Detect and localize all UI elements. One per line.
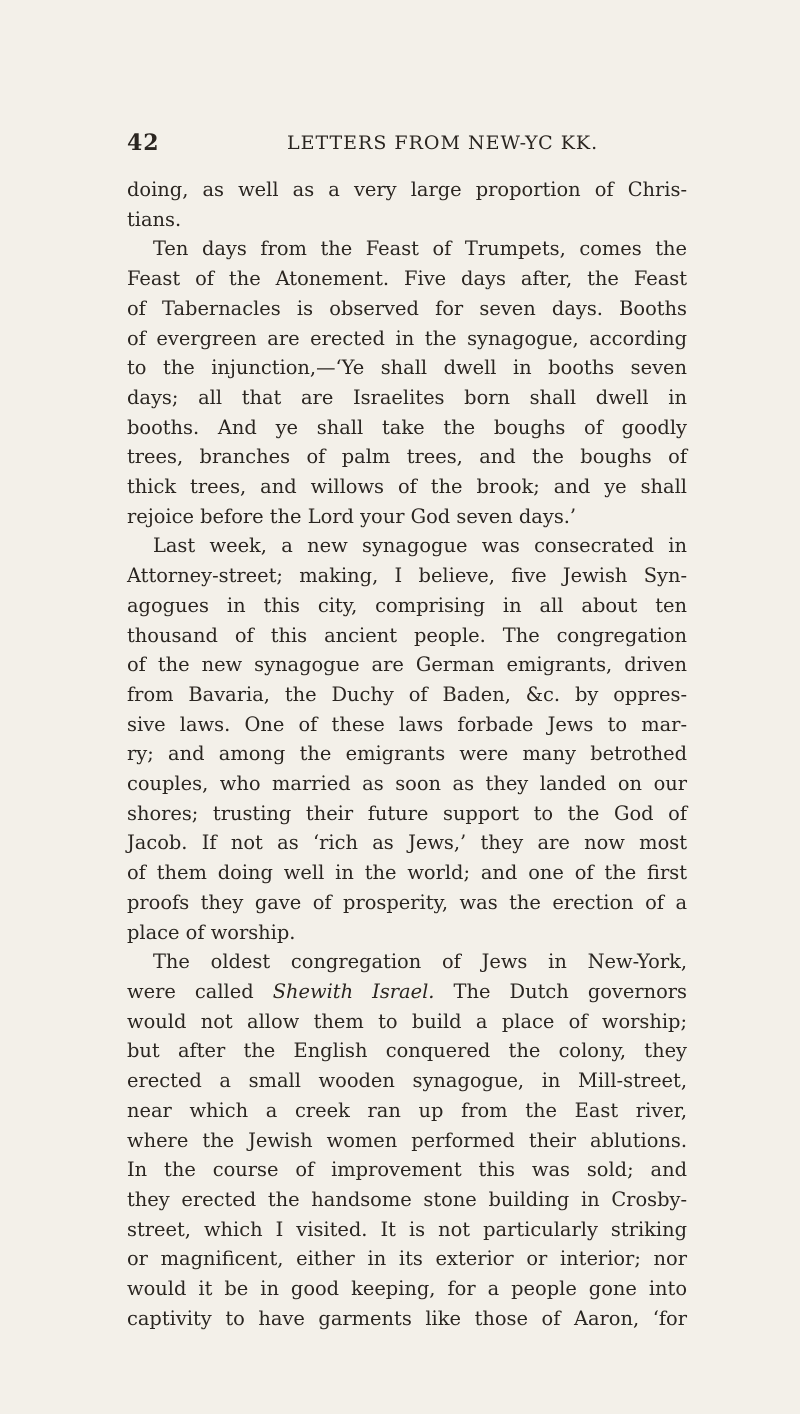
running-title: LETTERS FROM NEW-YC KK.: [287, 132, 599, 154]
text-line: from Bavaria, the Duchy of Baden, &c. by oppres-: [127, 682, 687, 706]
text-line: sive laws. One of these laws forbade Jews to mar-: [127, 712, 687, 736]
text-line: Ten days from the Feast of Trumpets, comes the: [153, 237, 687, 261]
text-line: of evergreen are erected in the synagogue, according: [127, 326, 687, 350]
italic-name: Shewith Israel.: [272, 979, 435, 1003]
text-line: days; all that are Israelites born shall dwell in: [127, 385, 687, 409]
text-line: captivity to have garments like those of Aaron, ‘for: [127, 1306, 687, 1330]
text-line: would it be in good keeping, for a people gone into: [127, 1277, 687, 1301]
text-line: trees, branches of palm trees, and the boughs of: [127, 445, 687, 469]
text-line: ry; and among the emigrants were many betrothed: [127, 742, 687, 766]
text-line: [127, 977, 687, 1007]
text-line: street, which I visited. It is not particularly striking: [127, 1217, 687, 1241]
text-line: erected a small wooden synagogue, in Mill-street,: [127, 1069, 687, 1093]
text-line: In the course of improvement this was sold; and: [127, 1158, 687, 1182]
text-line: doing, as well as a very large proportion of Chris-: [127, 178, 687, 201]
text-line: they erected the handsome stone building in Crosby-: [127, 1187, 687, 1211]
text-line: Last week, a new synagogue was consecrated in: [153, 534, 687, 558]
text-line: would not allow them to build a place of worship;: [127, 1009, 687, 1033]
text-line: thick trees, and willows of the brook; and ye shall: [127, 475, 687, 499]
text-line: agogues in this city, comprising in all about ten: [127, 593, 687, 617]
text-line: to the injunction,—‘Ye shall dwell in booths seven: [127, 356, 687, 380]
text-line: Attorney-street; making, I believe, five Jewish Syn-: [127, 564, 687, 588]
text-line: or magnificent, either in its exterior or interior; nor: [127, 1247, 687, 1271]
text-line: shores; trusting their future support to the God of: [127, 801, 687, 825]
text-line: of the new synagogue are German emigrants, driven: [127, 653, 687, 677]
page-number: 42: [127, 130, 160, 156]
text-line: where the Jewish women performed their ablutions.: [127, 1128, 687, 1152]
text-line: Jacob. If not as ‘rich as Jews,’ they are now most: [127, 831, 687, 855]
text-fragment: were called: [127, 979, 273, 1003]
body-text: [127, 175, 687, 1333]
text-fragment: The Dutch governors: [434, 979, 687, 1003]
text-line: thousand of this ancient people. The congregation: [127, 623, 687, 647]
text-line: booths. And ye shall take the boughs of goodly: [127, 415, 687, 439]
text-line: The oldest congregation of Jews in New-York,: [153, 950, 687, 974]
text-line: of them doing well in the world; and one of the first: [127, 861, 687, 885]
text-line: place of worship.: [127, 920, 296, 944]
text-line: proofs they gave of prosperity, was the erection of a: [127, 890, 687, 914]
text-line: near which a creek ran up from the East river,: [127, 1098, 687, 1122]
text-line: couples, who married as soon as they landed on our: [127, 772, 687, 796]
text-line: tians.: [127, 207, 182, 231]
text-line: Feast of the Atonement. Five days after, the Feast: [127, 267, 687, 291]
text-line: of Tabernacles is observed for seven days. Booths: [127, 296, 687, 320]
text-line: rejoice before the Lord your God seven days.’: [127, 504, 577, 528]
text-line: but after the English conquered the colony, they: [127, 1039, 687, 1063]
